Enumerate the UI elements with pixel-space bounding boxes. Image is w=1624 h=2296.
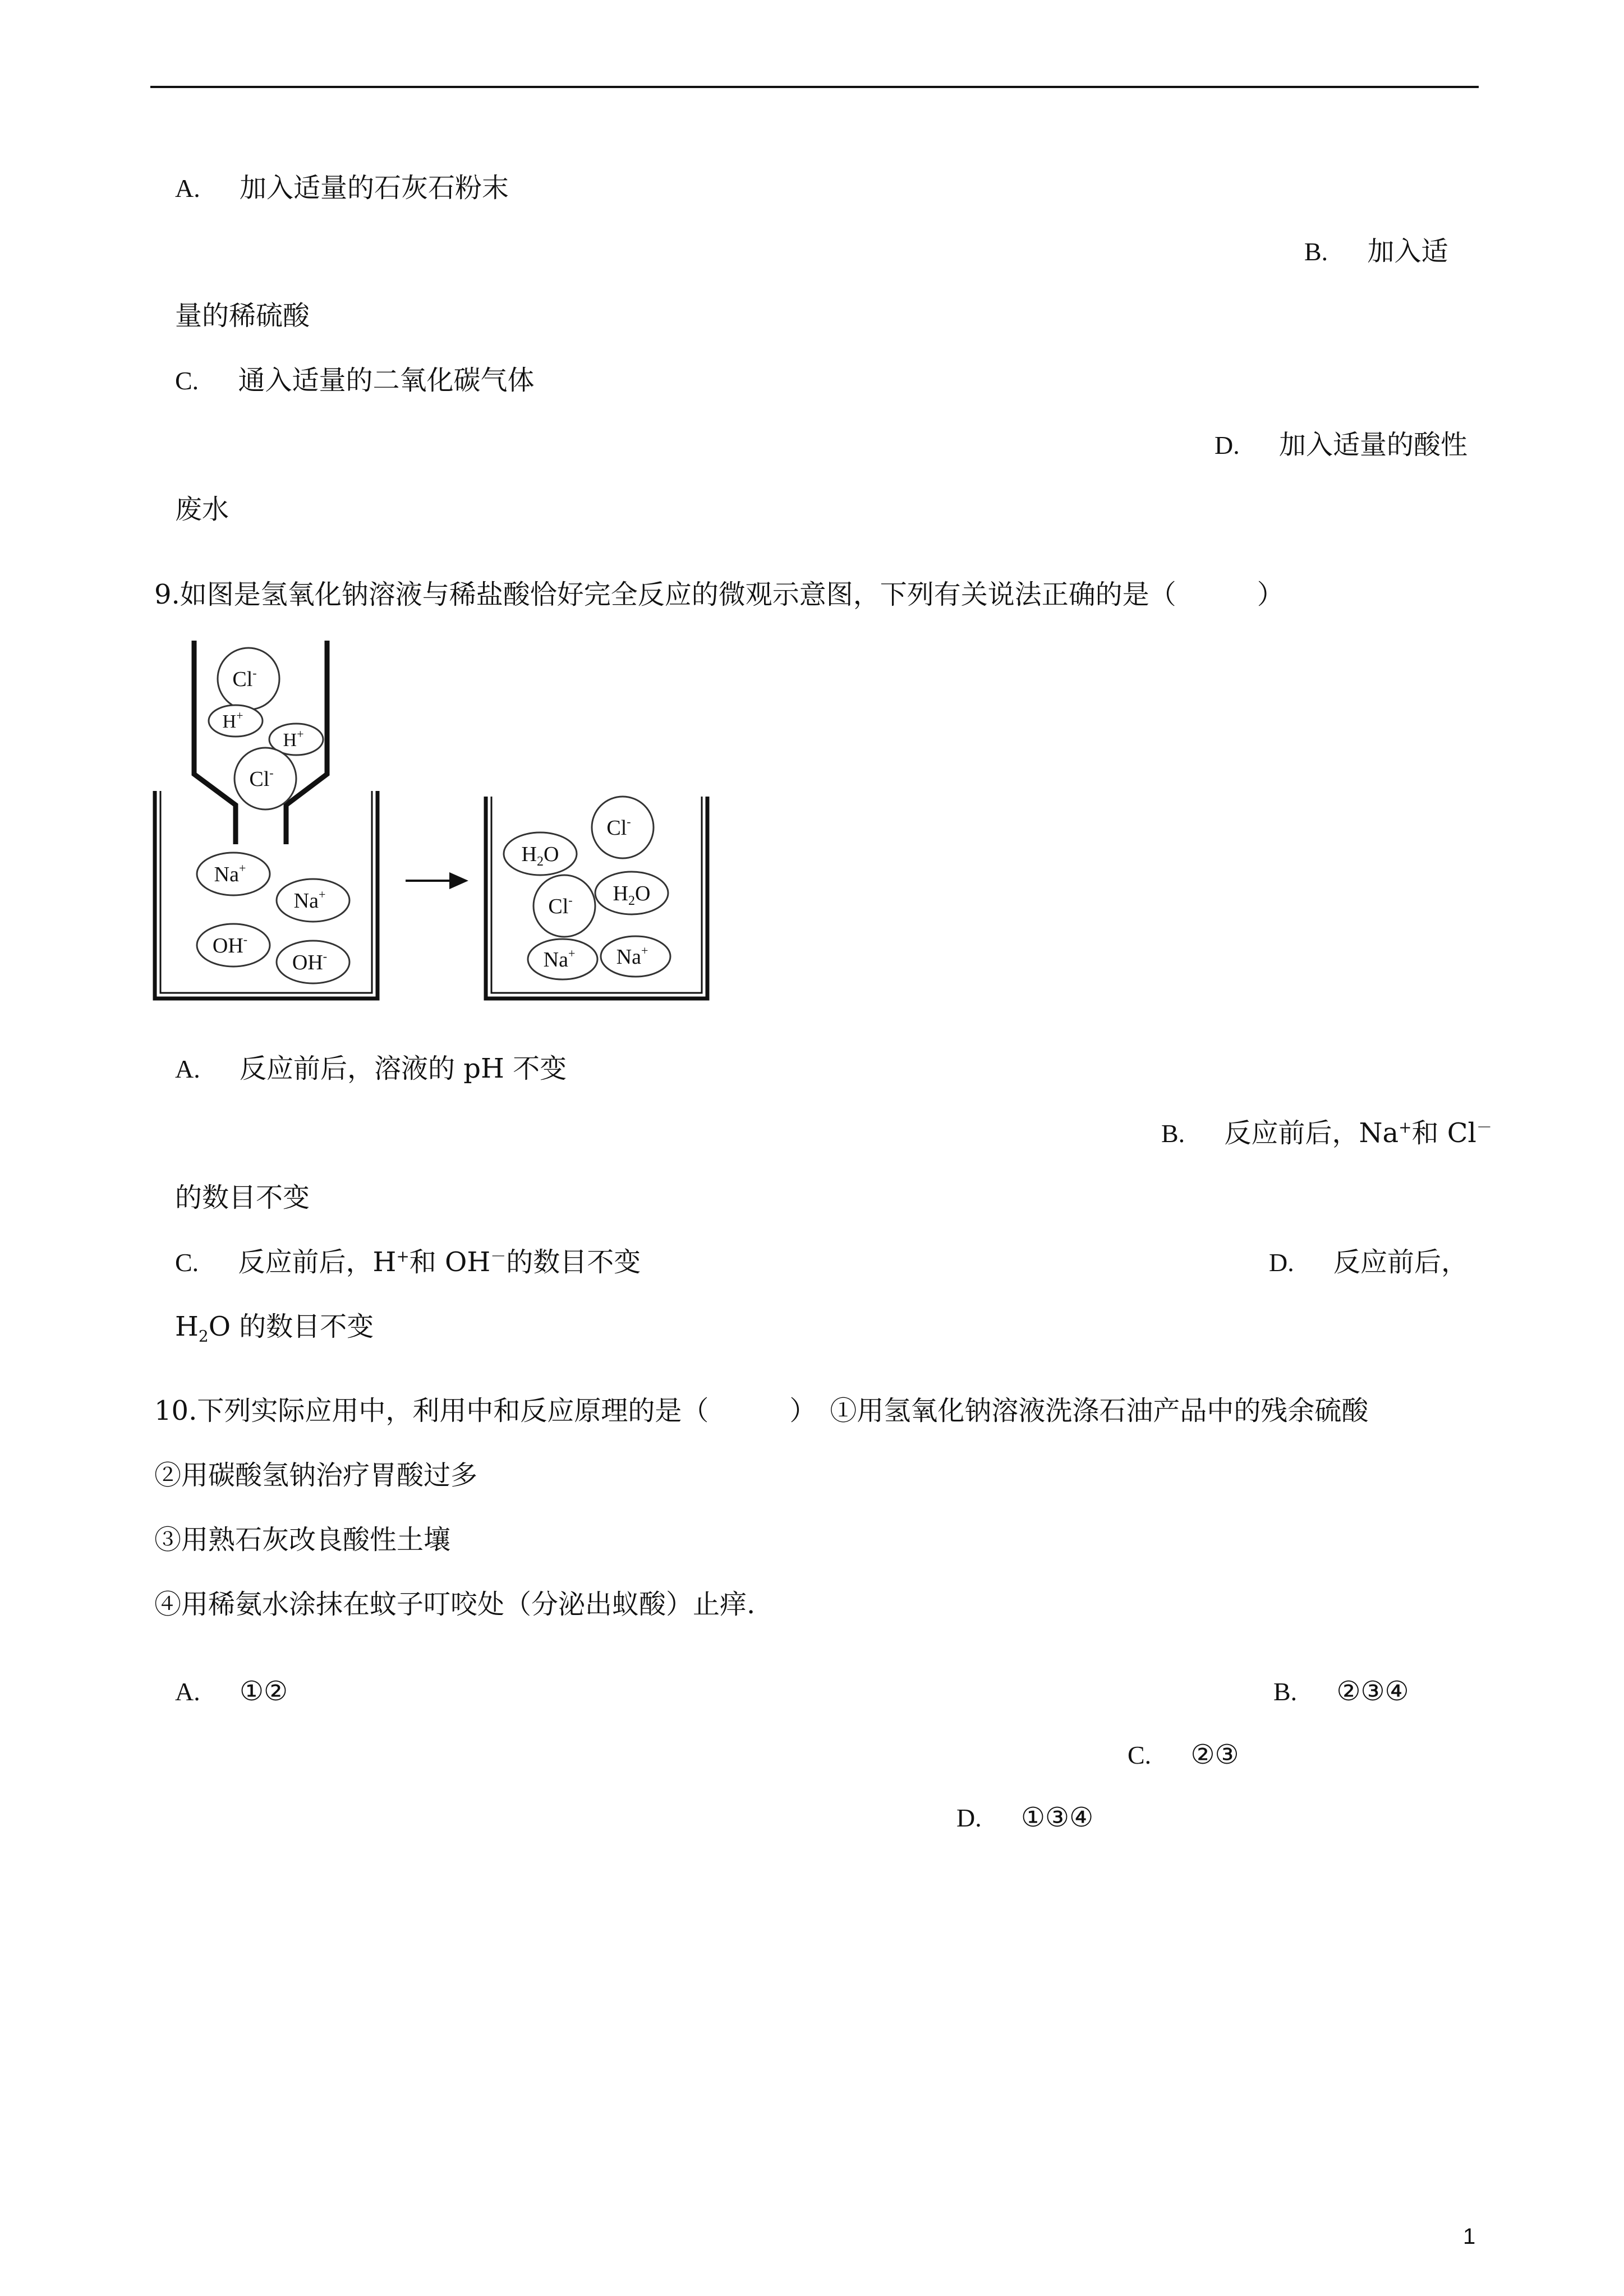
q8-option-c — [175, 364, 534, 398]
ion-label: Na+ — [616, 944, 648, 969]
ion-label: Cl- — [606, 815, 631, 840]
q8-option-d-continuation: 废水 — [175, 494, 229, 525]
q10-item-3: ③用熟石灰改良酸性土壤 — [154, 1524, 451, 1556]
option-label: A. — [175, 174, 200, 203]
option-text: 反应前后， — [1333, 1246, 1469, 1278]
option-text: 加入适 — [1367, 236, 1448, 267]
ion-label: Cl- — [232, 666, 257, 691]
option-text: 反应前后，溶液的 pH 不变 — [240, 1053, 567, 1084]
q8-option-b-continuation: 量的稀硫酸 — [175, 300, 310, 332]
option-text: ①③④ — [1021, 1802, 1094, 1833]
molecule-label: $H_2O$ — [613, 882, 651, 908]
q10-option-a — [175, 1674, 288, 1709]
option-text: 加入适量的石灰石粉末 — [240, 172, 509, 204]
option-label: A. — [175, 1055, 200, 1083]
ion-label: OH- — [292, 949, 328, 974]
option-label: B. — [1161, 1119, 1185, 1148]
molecule-label: $H_2O$ — [521, 843, 559, 869]
q8-option-d — [1214, 428, 1467, 462]
q10-item-2: ②用碳酸氢钠治疗胃酸过多 — [154, 1460, 478, 1491]
option-label: C. — [1128, 1741, 1152, 1769]
reaction-arrow — [406, 874, 466, 887]
ion-label: Cl- — [249, 766, 274, 791]
ion-label: H+ — [283, 727, 304, 751]
ion-label: Na+ — [214, 861, 246, 886]
option-text: ①② — [240, 1676, 288, 1707]
ion-label: H+ — [222, 708, 243, 732]
option-text: 通入适量的二氧化碳气体 — [238, 365, 535, 396]
option-label: A. — [175, 1677, 200, 1706]
ion-label: Na+ — [543, 946, 576, 972]
option-text: 反应前后，Na+和 Cl－ — [1224, 1117, 1492, 1149]
q9-stem: 9.如图是氢氧化钠溶液与稀盐酸恰好完全反应的微观示意图，下列有关说法正确的是（ ） — [154, 579, 1284, 610]
q9-option-d-continuation: $H_2O$ 的数目不变 — [175, 1311, 374, 1346]
option-label: D. — [1214, 431, 1240, 459]
option-text: 反应前后，H+和 OH－的数目不变 — [238, 1246, 641, 1278]
q8-option-a — [175, 171, 509, 205]
q10-item-4: ④用稀氨水涂抹在蚊子叮咬处（分泌出蚁酸）止痒. — [154, 1589, 756, 1620]
ion-label: Cl- — [548, 893, 573, 918]
option-text: ②③ — [1190, 1739, 1239, 1770]
reaction-diagram — [150, 634, 711, 1004]
option-text: 加入适量的酸性 — [1279, 429, 1468, 461]
ion-label: Na+ — [293, 887, 326, 913]
q9-option-b-continuation: 的数目不变 — [175, 1182, 310, 1213]
q10-option-d — [956, 1801, 1093, 1835]
option-text: ②③④ — [1336, 1676, 1409, 1707]
q10-option-b — [1273, 1674, 1409, 1709]
q9-option-c — [175, 1245, 641, 1280]
q9-option-d — [1269, 1245, 1468, 1280]
q9-option-b — [1161, 1116, 1492, 1151]
option-label: C. — [175, 1248, 199, 1277]
q8-option-b — [1304, 234, 1448, 269]
option-label: B. — [1304, 237, 1328, 266]
option-label: B. — [1273, 1677, 1298, 1706]
q10-option-c — [1128, 1738, 1239, 1772]
option-label: D. — [1269, 1248, 1294, 1277]
q10-stem: 10.下列实际应用中，利用中和反应原理的是（ ） ①用氢氧化钠溶液洗涤石油产品中的残余硫酸 — [154, 1395, 1369, 1427]
option-label: D. — [956, 1803, 982, 1832]
ion-label: OH- — [212, 932, 248, 958]
option-label: C. — [175, 366, 199, 395]
q9-option-a — [175, 1052, 567, 1086]
header-rule — [150, 86, 1479, 88]
page-number: 1 — [1463, 2224, 1476, 2249]
